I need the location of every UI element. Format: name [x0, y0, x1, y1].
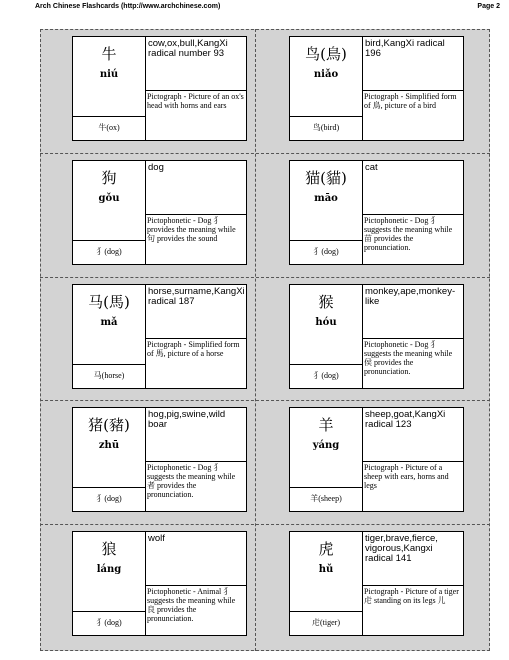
meaning: cow,ox,bull,KangXi radical number 93: [145, 37, 246, 91]
flashcard: [289, 284, 464, 389]
character-cell: [290, 37, 363, 117]
radical: 犭(dog): [73, 240, 146, 264]
flashcard: [72, 407, 247, 512]
character-cell: [73, 532, 146, 612]
character-cell: [290, 161, 363, 241]
pinyin: niú: [99, 69, 119, 80]
flashcard: [289, 36, 464, 141]
radical: 犭(dog): [290, 364, 363, 388]
pinyin: hǔ: [318, 564, 334, 575]
radical: 犭(dog): [290, 240, 363, 264]
etymology: Pictograph - Simplified form of 馬, picture of a horse: [147, 340, 240, 358]
etymology: Pictograph - Picture of a sheep with ears, horns and legs: [364, 463, 449, 490]
radical: 虍(tiger): [290, 611, 363, 635]
hanzi: 虎: [318, 540, 334, 558]
flashcard: [72, 36, 247, 141]
etymology: Pictophonetic - Animal 犭 suggests the meaning while 良 provides the pronunciation.: [147, 587, 236, 623]
pinyin: hóu: [315, 317, 337, 328]
meaning: cat: [362, 161, 463, 215]
hanzi: 猫(貓): [305, 169, 347, 187]
etymology: Pictograph - Picture of an ox's head with horns and ears: [147, 92, 244, 110]
row-cut-line: [40, 153, 490, 154]
character-cell: [73, 161, 146, 241]
etymology: Pictophonetic - Dog 犭 suggests the meaning while 侯 provides the pronunciation.: [364, 340, 453, 376]
meaning: sheep,goat,KangXi radical 123: [362, 408, 463, 462]
hanzi: 羊: [318, 416, 334, 434]
radical: 犭(dog): [73, 611, 146, 635]
hanzi: 鸟(鳥): [305, 45, 347, 63]
radical: 犭(dog): [73, 487, 146, 511]
flashcard: [289, 160, 464, 265]
row-cut-line: [40, 400, 490, 401]
pinyin: niǎo: [313, 69, 339, 80]
etymology: Pictophonetic - Dog 犭 suggests the meaning while 苗 provides the pronunciation.: [364, 216, 453, 252]
character-cell: [290, 285, 363, 365]
document-title: Arch Chinese Flashcards (http://www.archchinese.com): [35, 3, 221, 10]
pinyin: yáng: [312, 440, 340, 451]
character-cell: [73, 408, 146, 488]
etymology: Pictograph - Simplified form of 鳥, picture of a bird: [364, 92, 457, 110]
hanzi: 牛: [101, 45, 117, 63]
radical: 羊(sheep): [290, 487, 363, 511]
flashcard: [72, 160, 247, 265]
pinyin: zhū: [98, 440, 120, 451]
meaning: dog: [145, 161, 246, 215]
radical: 牛(ox): [73, 116, 146, 140]
meaning: bird,KangXi radical 196: [362, 37, 463, 91]
pinyin: mǎ: [100, 317, 118, 328]
pinyin: láng: [96, 564, 122, 575]
column-cut-line: [255, 29, 256, 651]
row-cut-line: [40, 277, 490, 278]
hanzi: 狗: [101, 169, 117, 187]
flashcard: [72, 531, 247, 636]
meaning: horse,surname,KangXi radical 187: [145, 285, 246, 339]
etymology: Pictophonetic - Dog 犭 suggests the meaning while 者 provides the pronunciation.: [147, 463, 236, 499]
hanzi: 马(馬): [88, 293, 130, 311]
row-cut-line: [40, 524, 490, 525]
radical: 鸟(bird): [290, 116, 363, 140]
hanzi: 猴: [318, 293, 334, 311]
meaning: tiger,brave,fierce, vigorous,Kangxi radical 141: [362, 532, 463, 586]
etymology: Pictograph - Picture of a tiger 虍 standing on its legs 儿: [364, 587, 459, 605]
radical: 马(horse): [73, 364, 146, 388]
page-number: Page 2: [477, 3, 500, 10]
character-cell: [73, 37, 146, 117]
character-cell: [290, 532, 363, 612]
meaning: hog,pig,swine,wild boar: [145, 408, 246, 462]
pinyin: māo: [314, 193, 338, 204]
flashcard: [289, 407, 464, 512]
pinyin: gǒu: [98, 193, 120, 204]
meaning: wolf: [145, 532, 246, 586]
character-cell: [73, 285, 146, 365]
meaning: monkey,ape,monkey-like: [362, 285, 463, 339]
hanzi: 猪(豬): [88, 416, 130, 434]
etymology: Pictophonetic - Dog 犭 provides the meaning while 句 provides the sound: [147, 216, 236, 243]
hanzi: 狼: [101, 540, 117, 558]
flashcard: [72, 284, 247, 389]
character-cell: [290, 408, 363, 488]
flashcard: [289, 531, 464, 636]
